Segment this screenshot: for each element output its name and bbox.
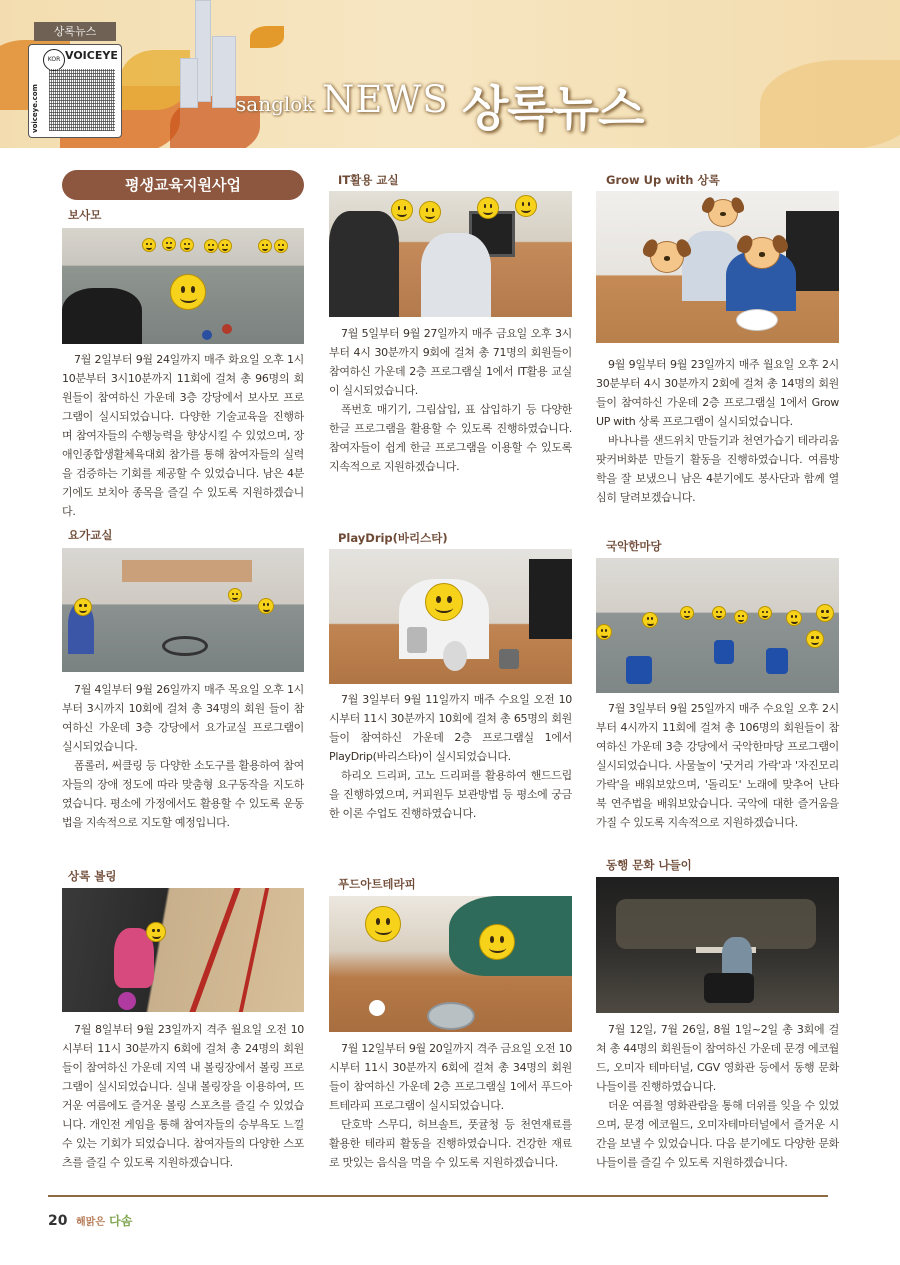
photo-gugak bbox=[596, 558, 839, 693]
footer-logo-main: 다솜 bbox=[109, 1214, 133, 1228]
photo-it-class bbox=[329, 191, 572, 317]
article-body: 7월 5일부터 9월 27일까지 매주 금요일 오후 3시부터 4시 30분까지 9회에 걸쳐 총 71명의 회원들이 참여하신 가운데 2층 프로그램실 1에서 IT활용 교실이 실시되었습니다. 폭번호 매기기, 그림삽입, 표 삽입하기 등 다양한 한글 프로그램을 활용할 수 있도록 진행하였습니다. 참여자들이 쉽게 한글 프로그램을 이용할 수 있도록 지속적으로 지원하겠습니다. bbox=[329, 327, 572, 473]
photo-bowling bbox=[62, 888, 304, 1012]
page-title: 상록뉴스 bbox=[462, 81, 644, 137]
article-body: 7월 2일부터 9월 24일까지 매주 화요일 오후 1시10분부터 3시10분까지 11회에 걸쳐 총 96명의 회원들이 참여하신 가운데 3층 강당에서 보사모 프로그램이 실시되었습니다. 다양한 기술교육을 진행하며 참여자들의 수행능력을 향상시킬 수 있었으며, 장애인종합생활체육대회 참가를 통해 참여자들의 실력을 검증하는 기회를 제공할 수 있었습니다. 남은 4분기에도 보치아 종목을 즐길 수 있도록 지원하겠습니다. bbox=[62, 353, 304, 518]
photo-boccia bbox=[62, 228, 304, 344]
page-number: 20 bbox=[48, 1213, 68, 1229]
article-title: 요가교실 bbox=[68, 528, 113, 542]
article-title: IT활용 교실 bbox=[338, 173, 399, 187]
article-body: 7월 3일부터 9월 25일까지 매주 수요일 오후 2시부터 4시까지 11회에 걸쳐 총 106명의 회원들이 참여하신 가운데 3층 강당에서 국악한마당 프로그램이 실시되었습니다. 사물놀이 '굿거리 가락'과 '자진모리 가락'을 배워보았으며, '돌리도' 노래에 맞추어 난타북 연주법을 배워보았습니다. 국악에 대한 즐거움을 가질 수 있도록 지속적으로 지원하겠습니다. bbox=[596, 702, 839, 829]
photo-playdrip bbox=[329, 549, 572, 684]
article-body: 9월 9일부터 9월 23일까지 매주 월요일 오후 2시 30분부터 4시 30분까지 2회에 걸쳐 총 14명의 회원들이 참여하신 가운데 2층 프로그램실 1에서 Grow UP with 상록 프로그램이 실시되었습니다. 바나나를 샌드위치 만들기과 천연가습기 테라리움 팟커버화분 만들기 활동을 진행하였습니다. 여름방학을 잘 보냈으니 남은 4분기에도 봉사단과 함께 열심히 달려보겠습니다. bbox=[596, 358, 839, 504]
article-body: 7월 12일, 7월 26일, 8월 1일~2일 총 3회에 걸쳐 총 44명의 회원들이 참여하신 가운데 문경 에코월드, 오미자 테마터널, CGV 영화관 등에서 동행 문화 나들이를 진행하였습니다. 더운 여름철 영화관람을 통해 더위를 잊을 수 있었으며, 문경 에코월드, 오미자테마터널에서 즐거운 시간을 보낼 수 있었습니다. 다음 분기에도 다양한 문화 나들이를 즐길 수 있도록 지원하겠습니다. bbox=[596, 1023, 839, 1169]
article-title: 보사모 bbox=[68, 208, 102, 222]
banner-sanglok: sanglok bbox=[236, 92, 315, 116]
photo-culture-outing bbox=[596, 877, 839, 1013]
footer-divider bbox=[48, 1195, 828, 1197]
header-banner bbox=[0, 0, 900, 148]
article-title: PlayDrip(바리스타) bbox=[338, 531, 448, 545]
article-title: 국악한마당 bbox=[606, 539, 662, 553]
article-body: 7월 8일부터 9월 23일까지 격주 월요일 오전 10시부터 11시 30분까지 6회에 걸쳐 총 24명의 회원들이 참여하신 가운데 지역 내 볼링장에서 볼링 프로그램이 실시되었습니다. 실내 볼링장을 이용하여, 뜨거운 여름에도 즐거운 볼링 스포츠를 즐길 수 있었습니다. 개인전 게임을 통해 참여자들의 승부욕도 느낄 수 있는 기회가 되었습니다. 참여자들의 다양한 스포츠를 즐길 수 있도록 지원하겠습니다. bbox=[62, 1023, 304, 1169]
qr-pattern bbox=[49, 69, 115, 131]
article-title: Grow Up with 상록 bbox=[606, 173, 720, 187]
article-title: 동행 문화 나들이 bbox=[606, 858, 692, 872]
photo-yoga bbox=[62, 548, 304, 672]
section-banner: 평생교육지원사업 bbox=[62, 170, 304, 200]
article-body: 7월 4일부터 9월 26일까지 매주 목요일 오후 1시부터 3시까지 10회에 걸쳐 총 34명의 회원 들이 참여하신 가운데 3층 강당에서 요가교실 프로그램이 실시되었습니다. 폼롤러, 써클링 등 다양한 소도구를 활용하여 참여자들의 장애 정도에 따라 맞춤형 요구동작을 지도하였습니다. 평소에 가정에서도 활용할 수 있도록 운동법을 지속적으로 지도할 예정입니다. bbox=[62, 683, 304, 829]
photo-food-art bbox=[329, 896, 572, 1032]
qr-side-text: voiceye.com bbox=[31, 84, 39, 133]
article-title: 푸드아트테라피 bbox=[338, 877, 416, 891]
photo-grow-up bbox=[596, 191, 839, 343]
voiceye-qr-code bbox=[28, 44, 122, 138]
article-title: 상록 볼링 bbox=[68, 869, 117, 883]
kor-badge: KOR bbox=[43, 49, 65, 71]
section-tag: 상록뉴스 bbox=[34, 22, 116, 41]
footer-logo bbox=[76, 1212, 132, 1229]
article-body: 7월 3일부터 9월 11일까지 매주 수요일 오전 10시부터 11시 30분까지 10회에 걸쳐 총 65명의 회원들이 참여하신 가운데 2층 프로그램실 1에서 PlayDrip(바리스타)이 실시되었습니다. 하리오 드리퍼, 고노 드리퍼를 활용하여 핸드드립을 진행하였으며, 커피원두 보관방법 등 평소에 궁금한 이론 수업도 진행하였습니다. bbox=[329, 693, 572, 820]
voiceye-brand: VOICEYE bbox=[65, 49, 118, 62]
footer-logo-small: 해맑은 bbox=[76, 1217, 105, 1228]
leaf-icon bbox=[250, 26, 284, 48]
article-body: 7월 12일부터 9월 20일까지 격주 금요일 오전 10시부터 11시 30분까지 6회에 걸쳐 총 34명의 회원들이 참여하신 가운데 2층 프로그램실 1에서 푸드아트테라피 프로그램이 실시되었습니다. 단호박 스무디, 허브솔트, 풋귤청 등 천연재료를 활용한 테라피 활동을 진행하였습니다. 건강한 재료로 맛있는 음식을 먹을 수 있도록 지원하겠습니다. bbox=[329, 1042, 572, 1169]
banner-news: NEWS bbox=[322, 78, 449, 121]
